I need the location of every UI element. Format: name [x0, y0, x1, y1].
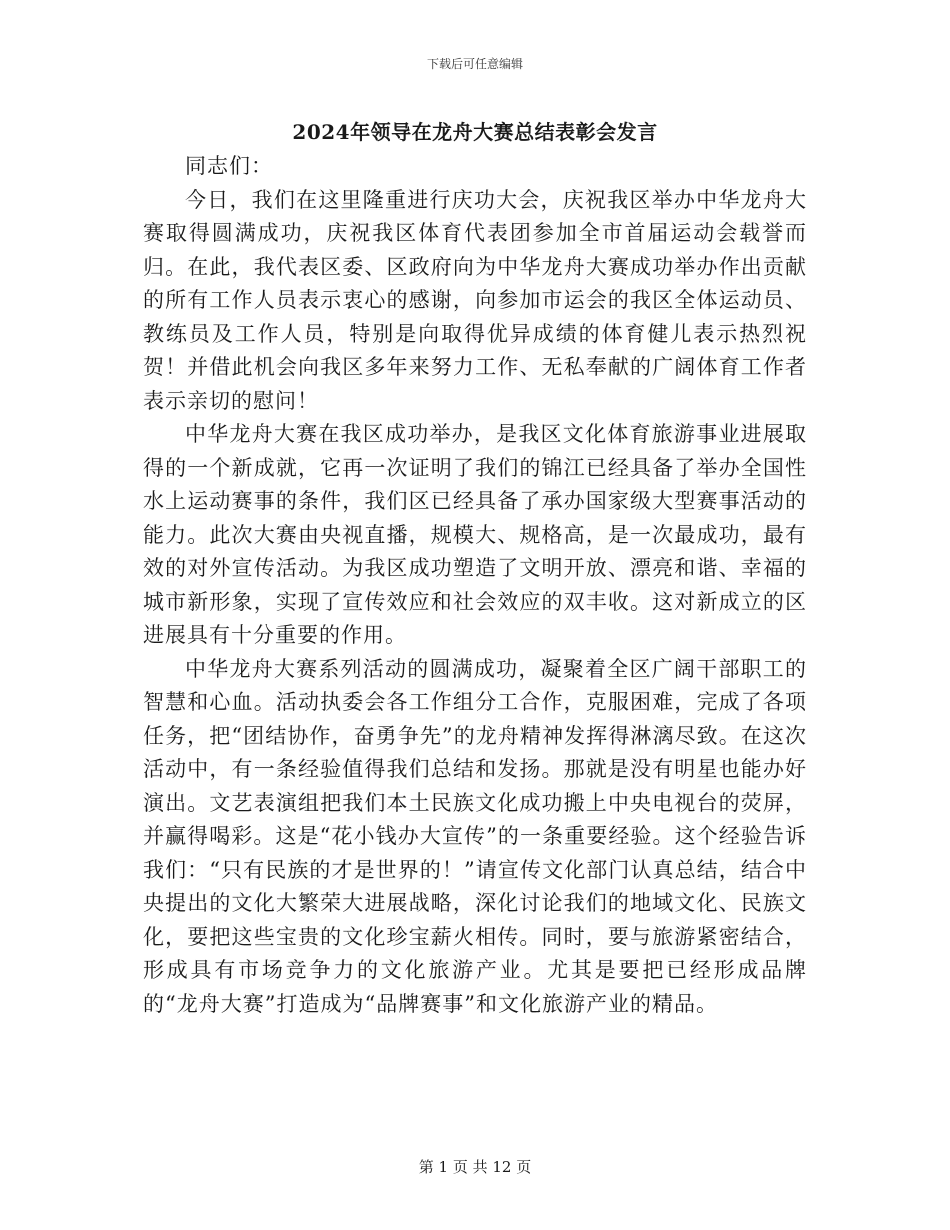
salutation-paragraph: 同志们： — [185, 154, 273, 178]
body-paragraph-2: 中华龙舟大赛在我区成功举办，是我区文化体育旅游事业进展取得的一个新成就，它再一次证明了我们的锦江已经具备了举办全国性水上运动赛事的条件，我们区已经具备了承办国家级大型赛事活动的能力。此次大赛由央视直播，规模大、规格高，是一次最成功，最有效的对外宣传活动。为我区成功塑造了文明开放、漂亮和谐、幸福的城市新形象，实现了宣传效应和社会效应的双丰收。这对新成立的区进展具有十分重要的作用。 — [143, 422, 807, 647]
document-title: 2024年领导在龙舟大赛总结表彰会发言 — [292, 120, 658, 144]
header-note: 下载后可任意编辑 — [426, 57, 523, 71]
page-number-footer: 第 1 页 共 12 页 — [418, 1158, 532, 1176]
document-body — [143, 150, 807, 1021]
body-paragraph-3: 中华龙舟大赛系列活动的圆满成功，凝聚着全区广阔干部职工的智慧和心血。活动执委会各工作组分工合作，克服困难，完成了各项任务，把“团结协作，奋勇争先”的龙舟精神发挥得淋漓尽致。在这次活动中，有一条经验值得我们总结和发扬。那就是没有明星也能办好演出。文艺表演组把我们本土民族文化成功搬上中央电视台的荧屏，并赢得喝彩。这是“花小钱办大宣传”的一条重要经验。这个经验告诉我们：“只有民族的才是世界的！”请宣传文化部门认真总结，结合中央提出的文化大繁荣大进展战略，深化讨论我们的地域文化、民族文化，要把这些宝贵的文化珍宝薪火相传。同时，要与旅游紧密结合，形成具有市场竞争力的文化旅游产业。尤其是要把已经形成品牌的“龙舟大赛”打造成为“品牌赛事”和文化旅游产业的精品。 — [143, 656, 807, 1016]
body-paragraph-1: 今日，我们在这里隆重进行庆功大会，庆祝我区举办中华龙舟大赛取得圆满成功，庆祝我区体育代表团参加全市首届运动会载誉而归。在此，我代表区委、区政府向为中华龙舟大赛成功举办作出贡献的所有工作人员表示衷心的感谢，向参加市运会的我区全体运动员、教练员及工作人员，特别是向取得优异成绩的体育健儿表示热烈祝贺！并借此机会向我区多年来努力工作、无私奉献的广阔体育工作者表示亲切的慰问！ — [143, 187, 807, 413]
